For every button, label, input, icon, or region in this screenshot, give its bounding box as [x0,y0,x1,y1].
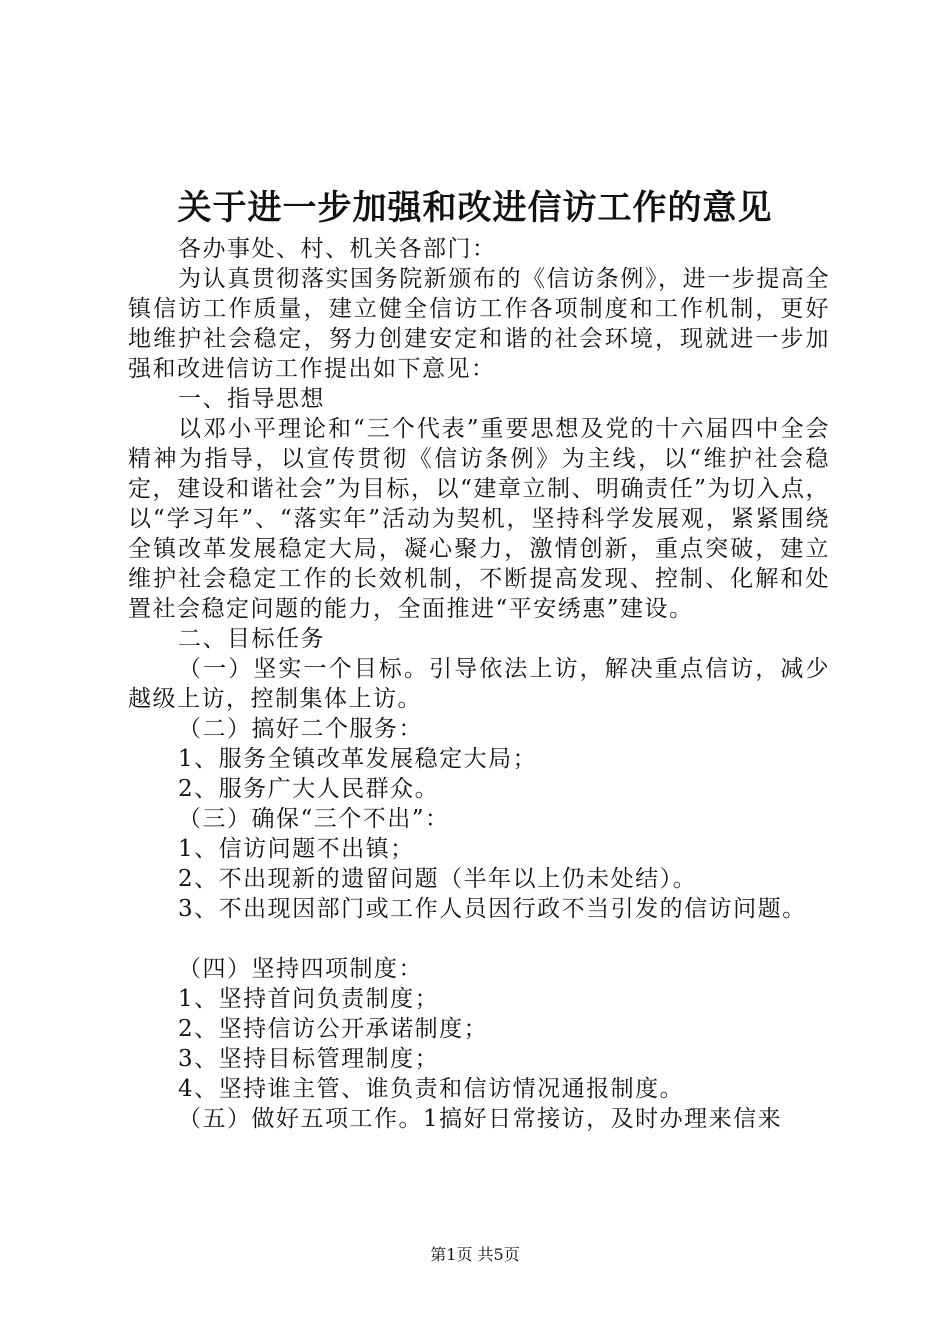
intro-paragraph: 为认真贯彻落实国务院新颁布的《信访条例》，进一步提高全镇信访工作质量，建立健全信访工作各项制度和工作机制，更好地维护社会稳定，努力创建安定和谐的社会环境，现就进一步加强和改进信访工作提出如下意见： [128,266,830,382]
document-title: 关于进一步加强和改进信访工作的意见 [177,188,773,228]
list-item: 3、不出现因部门或工作人员因行政不当引发的信访问题。 [178,896,807,922]
list-item: 4、坚持谁主管、谁负责和信访情况通报制度。 [178,1076,685,1102]
list-item: 1、信访问题不出镇； [178,836,415,862]
list-item: 1、坚持首问负责制度； [178,986,440,1012]
guiding-thought-paragraph: 以邓小平理论和“三个代表”重要思想及党的十六届四中全会精神为指导，以宣传贯彻《信访条例》为主线，以“维护社会稳定，建设和谐社会”为目标，以“建章立制、明确责任”为切入点，以“学习年”、“落实年”活动为契机，坚持科学发展观，紧紧围绕全镇改革发展稳定大局，凝心聚力，激情创新，重点突破，建立维护社会稳定工作的长效机制，不断提高发现、控制、化解和处置社会稳定问题的能力，全面推进“平安绣惠”建设。 [128,416,830,622]
target-two-heading: （二）搞好二个服务： [178,716,423,742]
document-body [128,234,830,1134]
list-item: 1、服务全镇改革发展稳定大局； [178,746,538,772]
target-five-paragraph: （五）做好五项工作。1搞好日常接访，及时办理来信来 [178,1106,783,1132]
target-four-heading: （四）坚持四项制度： [178,956,423,982]
list-item: 2、不出现新的遗留问题（半年以上仍未处结）。 [178,866,698,892]
page-number: 第1页 共5页 [430,1245,520,1264]
section-heading-guiding-thought: 一、指导思想 [178,386,325,412]
salutation: 各办事处、村、机关各部门： [178,236,497,262]
section-heading-targets: 二、目标任务 [178,626,325,652]
blank-line [128,924,830,954]
target-three-heading: （三）确保“三个不出”： [178,806,450,832]
target-one-paragraph: （一）坚实一个目标。引导依法上访，解决重点信访，减少越级上访，控制集体上访。 [128,656,830,712]
list-item: 2、服务广大人民群众。 [178,776,440,802]
list-item: 3、坚持目标管理制度； [178,1046,440,1072]
list-item: 2、坚持信访公开承诺制度； [178,1016,489,1042]
